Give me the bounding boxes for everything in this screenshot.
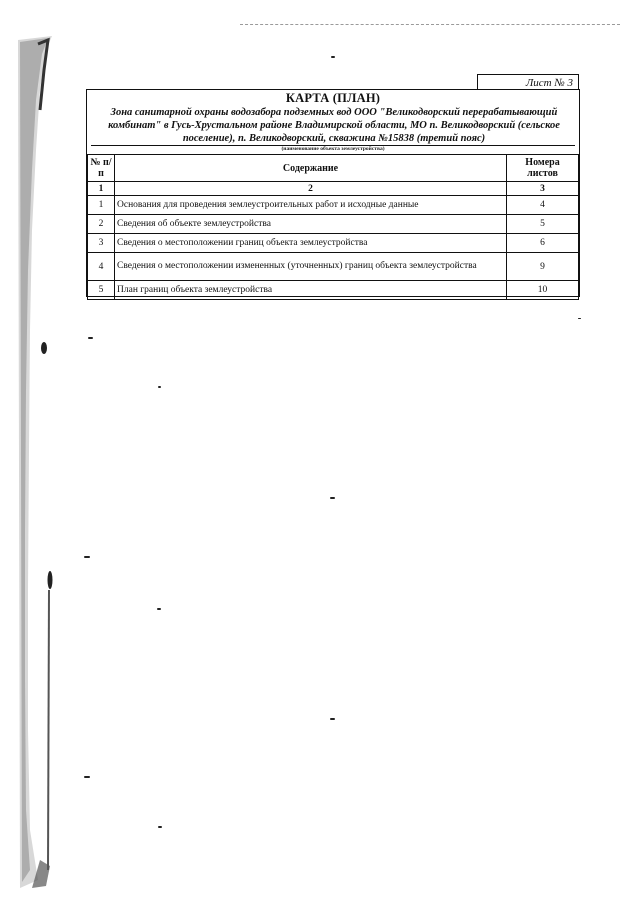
page-title: КАРТА (ПЛАН) xyxy=(285,91,381,105)
scan-speck xyxy=(158,826,162,828)
scan-speck xyxy=(158,386,161,388)
row-content: Сведения о местоположении измененных (уточненных) границ объекта землеустройства xyxy=(115,253,507,281)
table-row xyxy=(88,253,579,281)
scan-speck xyxy=(157,608,161,610)
header-sheets: Номера листов xyxy=(507,155,579,182)
object-caption: (наименование объекта землеустройства) xyxy=(281,146,385,152)
row-content: План границ объекта землеустройства xyxy=(115,281,507,300)
row-sheets: 9 xyxy=(507,253,579,281)
map-plan-frame xyxy=(86,89,580,297)
row-sheets: 4 xyxy=(507,196,579,215)
scan-top-line xyxy=(240,24,620,26)
index-number: 1 xyxy=(88,182,115,196)
row-number: 3 xyxy=(88,234,115,253)
object-description: Зона санитарной охраны водозабора подземных вод ООО "Великодворский перерабатывающий комбинат" в Гусь-Хрустальном районе Владимирской области, МО п. Великодворский (сельское поселение), п. Великодворский, скважина №15838 (третий пояс) xyxy=(108,107,560,144)
table-row xyxy=(88,196,579,215)
scan-speck xyxy=(84,776,90,778)
scan-speck xyxy=(88,337,93,339)
table-row xyxy=(88,215,579,234)
row-number: 2 xyxy=(88,215,115,234)
scan-speck xyxy=(330,497,335,499)
row-number: 1 xyxy=(88,196,115,215)
table-row xyxy=(88,281,579,300)
scan-speck xyxy=(330,718,335,720)
binding-edge-artifact xyxy=(18,30,54,890)
row-sheets: 6 xyxy=(507,234,579,253)
row-sheets: 10 xyxy=(507,281,579,300)
table-index-row xyxy=(88,182,579,196)
row-content: Сведения об объекте землеустройства xyxy=(115,215,507,234)
row-content: Основания для проведения землеустроительных работ и исходные данные xyxy=(115,196,507,215)
index-content: 2 xyxy=(115,182,507,196)
table-header-row xyxy=(88,155,579,182)
scan-speck xyxy=(331,56,335,58)
sheet-number-label: Лист № 3 xyxy=(477,74,579,90)
scan-speck xyxy=(84,556,90,558)
scan-speck xyxy=(578,318,581,319)
row-content: Сведения о местоположении границ объекта землеустройства xyxy=(115,234,507,253)
row-sheets: 5 xyxy=(507,215,579,234)
table-row xyxy=(88,234,579,253)
index-sheets: 3 xyxy=(507,182,579,196)
contents-table xyxy=(87,154,579,300)
row-number: 5 xyxy=(88,281,115,300)
header-number: № п/п xyxy=(88,155,115,182)
row-number: 4 xyxy=(88,253,115,281)
header-content: Содержание xyxy=(115,155,507,182)
